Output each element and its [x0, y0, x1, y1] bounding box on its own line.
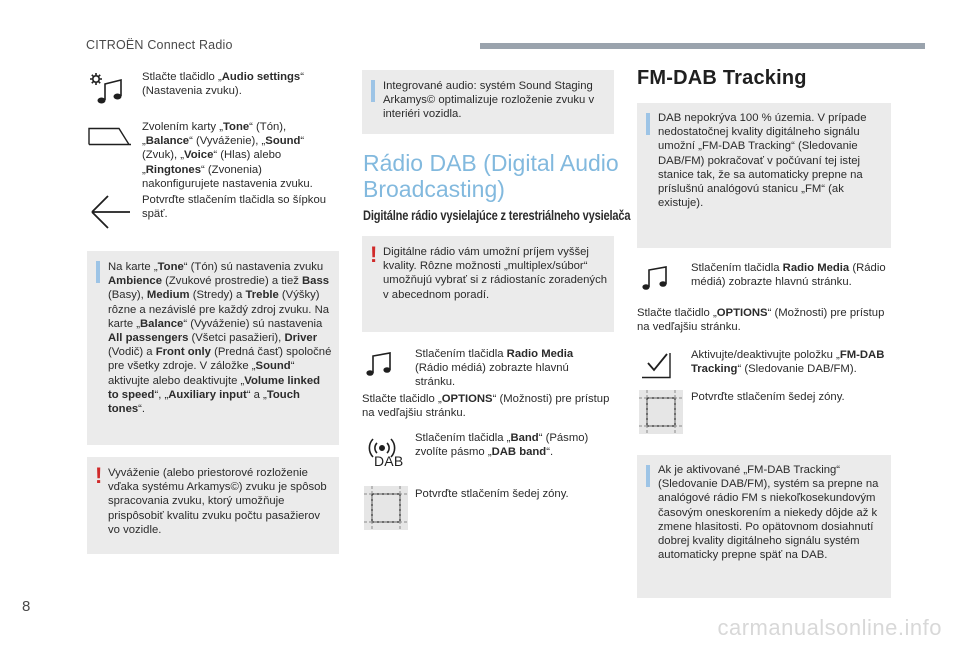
- info-marker: [646, 113, 650, 135]
- confirm-back-step: Potvrďte stlačením tlačidla so šípkou späť.: [142, 194, 327, 221]
- info-text: DAB nepokrýva 100 % územia. V prípade nedostatočnej kvality digitálneho signálu umožní „FM-DAB Tracking“ (Sledovanie DAB/FM) pokračovať v počúvaní tej istej stanice tak, že sa automaticky prepne na príslušnú analógovú stanicu „FM“ (ak existuje).: [658, 112, 867, 210]
- section-title-fm-dab: FM-DAB Tracking: [637, 67, 807, 89]
- radio-media-step: Stlačením tlačidla Radio Media (Rádio médiá) zobrazte hlavnú stránku.: [691, 262, 886, 289]
- radio-media-step: Stlačením tlačidla Radio Media (Rádio médiá) zobrazte hlavnú stránku.: [415, 348, 574, 389]
- options-step: Stlačte tlačidlo „OPTIONS“ (Možnosti) pre prístup na vedľajšiu stránku.: [637, 307, 885, 334]
- header-title: CITROËN Connect Radio: [86, 38, 233, 52]
- header-bar: [480, 43, 925, 49]
- music-note-icon: [642, 264, 670, 292]
- page-number: 8: [22, 598, 31, 615]
- info-marker: [96, 261, 100, 283]
- tab-selection-step: Zvolením karty „Tone“ (Tón), „Balance“ (Vyváženie), „Sound“ (Zvuk), „Voice“ (Hlas) alebo „Ringtones“ (Zvonenia) nakonfigurujete nastavenia zvuku.: [142, 121, 313, 190]
- info-text: Ak je aktivované „FM-DAB Tracking“ (Sledovanie DAB/FM), systém sa prepne na analógové rádio FM s niekoľkosekundovým časovým oneskorením a niekedy dôjde až k zmene hlasitosti. Po opätovnom dosiahnutí dobrej kvality digitálneho signálu systém automaticky prepne späť na DAB.: [658, 464, 879, 562]
- info-box-tone-balance: [87, 251, 339, 445]
- dab-label: DAB: [374, 453, 404, 469]
- warning-box-dab: [362, 236, 614, 332]
- warning-text: Digitálne rádio vám umožní príjem vyššej kvality. Rôzne možnosti „multiplex/súbor“ umožňujú vybrať si z rádiostaníc zoradených v abecednom poradí.: [383, 246, 608, 301]
- music-note-icon: [366, 350, 394, 378]
- back-arrow-icon: [88, 192, 132, 232]
- info-text: Na karte „Tone“ (Tón) sú nastavenia zvuku Ambience (Zvukové prostredie) a tiež Bass (Basy), Medium (Stredy) a Treble (Výšky) rôzne a nezávislé pre každý zdroj zvuku. Na karte „Balance“ (Vyváženie) sú nastavenia All passengers (Všetci pasažieri), Driver (Vodič) a Front only (Predná časť) spoločné pre všetky zdroje. V záložke „Sound“ aktivujte alebo deaktivujte „Volume linked to speed“, „Auxiliary input“ a „Touch tones“.: [108, 261, 332, 416]
- watermark: carmanualsonline.info: [717, 615, 942, 640]
- audio-settings-step: Stlačte tlačidlo „Audio settings“ (Nastavenia zvuku).: [142, 71, 304, 98]
- music-gear-icon: [88, 70, 128, 110]
- section-title-dab: Rádio DAB (Digital Audio Broadcasting): [363, 150, 619, 202]
- info-marker: [646, 465, 650, 487]
- fm-dab-tracking-step: Aktivujte/deaktivujte položku „FM-DAB Tracking“ (Sledovanie DAB/FM).: [691, 349, 885, 376]
- warning-box-balance: [87, 457, 339, 554]
- info-box-fm-dab: [637, 103, 891, 248]
- info-marker: [371, 80, 375, 102]
- tab-icon: [88, 124, 132, 146]
- info-text: Integrované audio: systém Sound Staging Arkamys© optimalizuje rozloženie zvuku v interiéri vozidla.: [383, 80, 595, 121]
- info-box-arkamys: [362, 70, 614, 134]
- confirm-gray-zone-step: Potvrďte stlačením šedej zóny.: [691, 391, 845, 403]
- confirm-gray-zone-step: Potvrďte stlačením šedej zóny.: [415, 488, 569, 500]
- info-box-fm-dab-delay: [637, 455, 891, 598]
- checkbox-checked-icon: [640, 348, 672, 378]
- section-subtitle-dab: Digitálne rádio vysielajúce z terestriálneho vysielača: [363, 208, 631, 223]
- warning-marker: !: [95, 463, 103, 488]
- gray-zone-icon: [639, 390, 683, 434]
- gray-zone-icon: [364, 486, 408, 530]
- options-step: Stlačte tlačidlo „OPTIONS“ (Možnosti) pre prístup na vedľajšiu stránku.: [362, 393, 610, 420]
- warning-marker: !: [370, 242, 378, 267]
- warning-text: Vyváženie (alebo priestorové rozloženie vďaka systému Arkamys©) zvuku je spôsob spracovania zvuku, ktorý umožňuje prispôsobiť kvalitu zvuku počtu pasažierov vo vozidle.: [108, 467, 327, 536]
- band-step: Stlačením tlačidla „Band“ (Pásmo) zvolíte pásmo „DAB band“.: [415, 432, 589, 459]
